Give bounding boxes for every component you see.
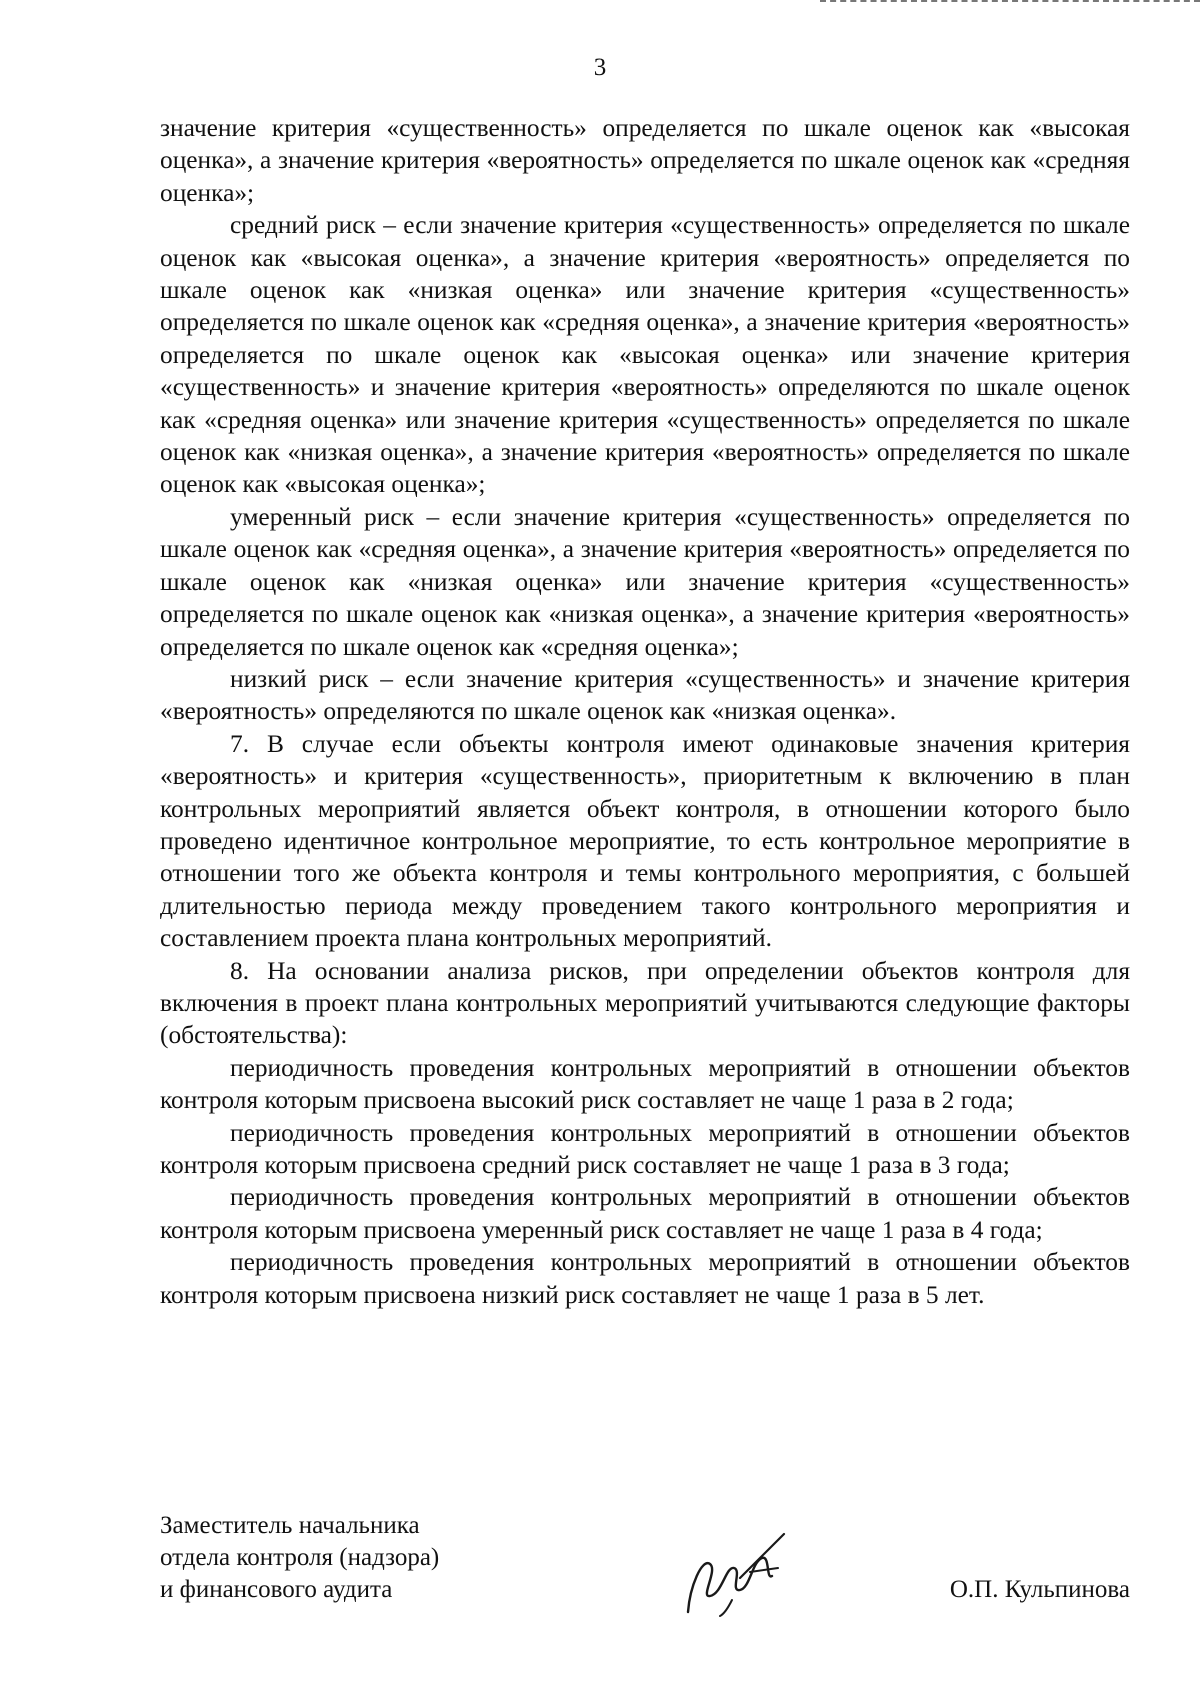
handwritten-signature-icon [680, 1528, 790, 1620]
signatory-name: О.П. Кульпинова [949, 1576, 1130, 1603]
paragraph: значение критерия «существенность» определяется по шкале оценок как «высокая оценка», а значение критерия «вероятность» определяется по шкале оценок как «средняя оценка»; [160, 114, 1130, 207]
signatory-title-line: Заместитель начальника [160, 1512, 420, 1539]
document-body [160, 112, 1130, 1311]
signature-block [160, 1510, 1130, 1620]
paragraph: периодичность проведения контрольных мероприятий в отношении объектов контроля которым присвоена высокий риск составляет не чаще 1 раза в 2 года; [160, 1053, 1130, 1115]
paragraph: 8. На основании анализа рисков, при определении объектов контроля для включения в проект плана контрольных мероприятий учитываются следующие факторы (обстоятельства): [160, 956, 1130, 1050]
paragraph: периодичность проведения контрольных мероприятий в отношении объектов контроля которым присвоена средний риск составляет не чаще 1 раза в 3 года; [160, 1118, 1130, 1179]
paragraph: периодичность проведения контрольных мероприятий в отношении объектов контроля которым присвоена умеренный риск составляет не чаще 1 раза в 4 года; [160, 1183, 1130, 1244]
signatory-title [160, 1510, 439, 1606]
paragraph: 7. В случае если объекты контроля имеют одинаковые значения критерия «вероятность» и критерия «существенность», приоритетным к включению в план контрольных мероприятий является объект контроля, в отношении которого было проведено идентичное контрольное мероприятие, то есть контрольное мероприятие в отношении того же объекта контроля и темы контрольного мероприятия, с большей длительностью периода между проведением такого контрольного мероприятия и составлением проекта плана контрольных мероприятий. [160, 729, 1130, 953]
paragraph: периодичность проведения контрольных мероприятий в отношении объектов контроля которым присвоена низкий риск составляет не чаще 1 раза в 5 лет. [160, 1248, 1130, 1309]
signatory-title-line: и финансового аудита [160, 1576, 393, 1603]
paragraph: низкий риск – если значение критерия «существенность» и значение критерия «вероятность» определяются по шкале оценок как «низкая оценка». [160, 664, 1130, 726]
paragraph: средний риск – если значение критерия «существенность» определяется по шкале оценок как «высокая оценка», а значение критерия «вероятность» определяется по шкале оценок как «низкая оценка» или значение критерия «существенность» определяется по шкале оценок как «средняя оценка», а значение критерия «вероятность» определяется по шкале оценок как «высокая оценка» или значение критерия «существенность» и значение критерия «вероятность» определяются по шкале оценок как «средняя оценка» или значение критерия «существенность» определяется по шкале оценок как «низкая оценка», а значение критерия «вероятность» определяется по шкале оценок как «высокая оценка»; [160, 211, 1130, 499]
signatory-title-line: отдела контроля (надзора) [160, 1544, 440, 1571]
page-number: 3 [593, 54, 607, 81]
scan-edge-mark [820, 0, 1200, 10]
paragraph: умеренный риск – если значение критерия «существенность» определяется по шкале оценок как «средняя оценка», а значение критерия «вероятность» определяется по шкале оценок как «низкая оценка» или значение критерия «существенность» определяется по шкале оценок как «низкая оценка», а значение критерия «вероятность» определяется по шкале оценок как «средняя оценка»; [160, 502, 1130, 661]
